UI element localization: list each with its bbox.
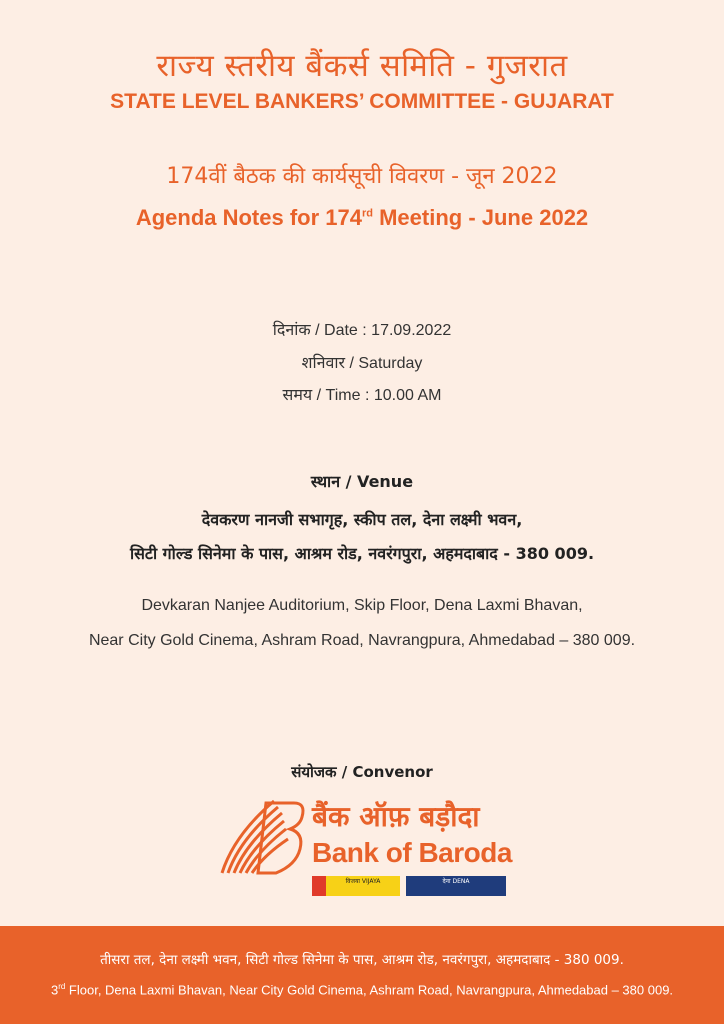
footer-band xyxy=(0,926,724,1024)
vijaya-mark-icon xyxy=(312,876,326,896)
meeting-day: शनिवार / Saturday xyxy=(301,355,423,372)
agenda-title-suffix: Meeting - June 2022 xyxy=(372,205,589,230)
vijaya-brand: विजया VIJAYA xyxy=(326,876,400,896)
dena-brand: देना DENA xyxy=(406,876,506,896)
convenor-label: संयोजक / Convenor xyxy=(291,763,433,781)
footer-address-rest: Floor, Dena Laxmi Bhavan, Near City Gold Cinema, Ashram Road, Navrangpura, Ahmedabad – 380 009. xyxy=(65,982,674,998)
committee-title-english: STATE LEVEL BANKERS’ COMMITTEE - GUJARAT xyxy=(110,90,614,113)
footer-floor-number: 3 xyxy=(50,982,59,998)
footer-floor-ordinal: rd xyxy=(58,982,66,991)
footer-address-english xyxy=(0,982,724,997)
baroda-sun-icon xyxy=(214,795,306,877)
venue-english-line-1: Devkaran Nanjee Auditorium, Skip Floor, Dena Laxmi Bhavan, xyxy=(141,597,583,614)
logo-text-english: Bank of Baroda xyxy=(312,837,512,868)
agenda-title-prefix: Agenda Notes for 174 xyxy=(135,205,362,230)
footer-address-hindi: तीसरा तल, देना लक्ष्मी भवन, सिटी गोल्ड सिनेमा के पास, आश्रम रोड, नवरंगपुरा, अहमदाबाद - 380 009. xyxy=(100,952,624,968)
subsidiary-brands xyxy=(312,876,506,896)
venue-english-line-2: Near City Gold Cinema, Ashram Road, Navrangpura, Ahmedabad – 380 009. xyxy=(88,632,636,649)
bank-of-baroda-logo xyxy=(214,795,514,900)
venue-hindi-line-2: सिटी गोल्ड सिनेमा के पास, आश्रम रोड, नवरंगपुरा, अहमदाबाद - 380 009. xyxy=(129,544,595,563)
agenda-title-english xyxy=(0,205,724,231)
committee-title-hindi: राज्य स्तरीय बैंकर्स समिति - गुजरात xyxy=(156,48,568,84)
meeting-date: दिनांक / Date : 17.09.2022 xyxy=(272,322,452,339)
agenda-title-hindi: 174वीं बैठक की कार्यसूची विवरण - जून 2022 xyxy=(166,164,558,189)
logo-text-hindi: बैंक ऑफ़ बड़ौदा xyxy=(312,800,480,833)
venue-hindi-line-1: देवकरण नानजी सभागृह, स्कीप तल, देना लक्ष्मी भवन, xyxy=(201,510,523,529)
venue-heading: स्थान / Venue xyxy=(310,472,414,491)
agenda-title-ordinal: rd xyxy=(361,207,373,220)
meeting-time: समय / Time : 10.00 AM xyxy=(282,387,442,404)
